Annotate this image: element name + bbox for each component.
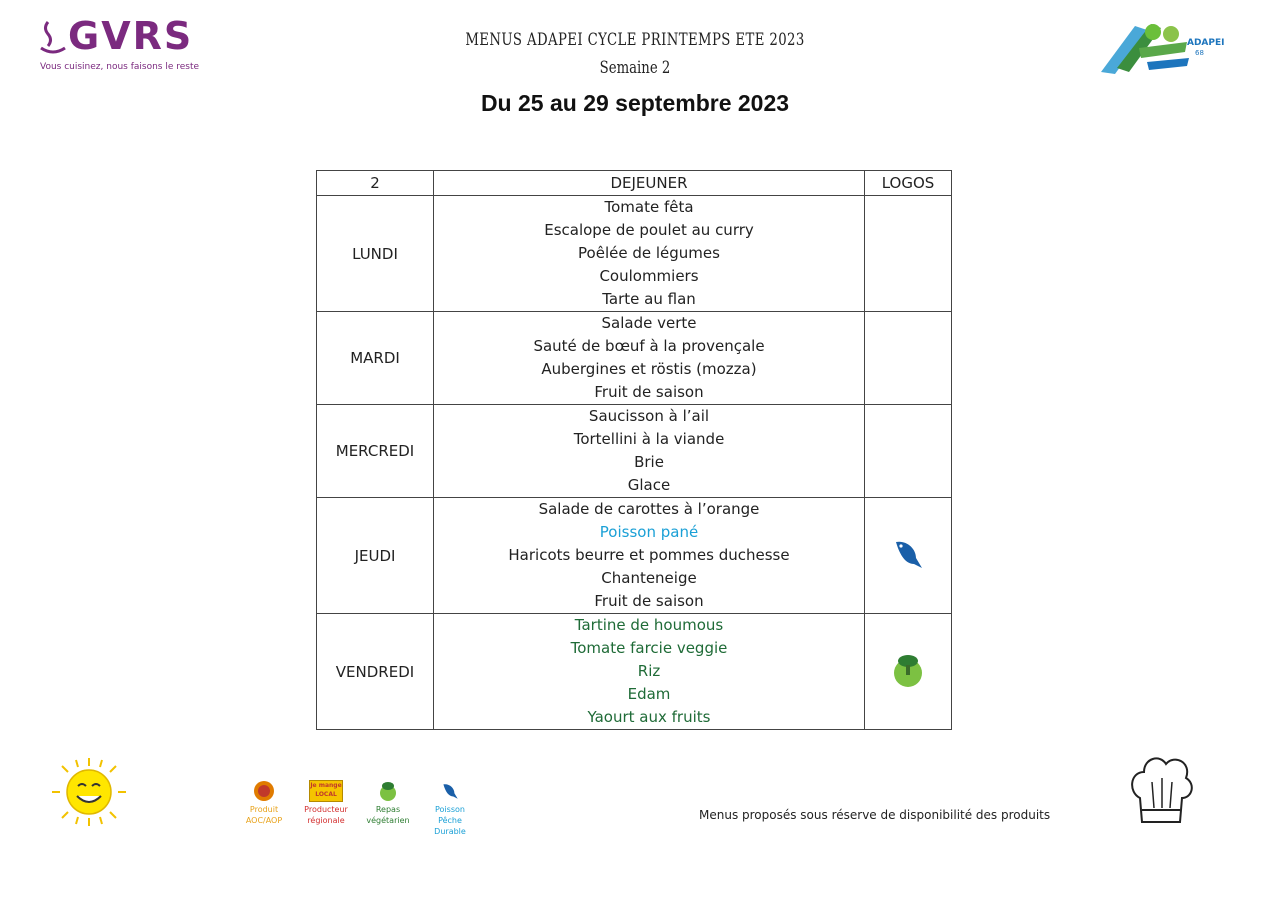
menu-table	[316, 170, 952, 730]
logo-cell	[865, 614, 952, 730]
menu-item: Glace	[627, 476, 671, 494]
menu-item-fish: Poisson pané	[599, 523, 699, 541]
fish-icon	[420, 778, 480, 804]
table-header-row	[317, 171, 952, 196]
adapei-label: ADAPEI	[1187, 38, 1225, 48]
logo-cell	[865, 312, 952, 405]
menu-item: Sauté de bœuf à la provençale	[533, 337, 765, 355]
legend-label: Pêche	[438, 816, 462, 825]
menu-items	[434, 498, 865, 614]
brand-name: GVRS	[68, 14, 194, 58]
smiling-sun-icon	[48, 756, 130, 832]
logo-cell	[865, 405, 952, 498]
menu-item: Tomate farcie veggie	[570, 639, 728, 657]
veggie-icon	[358, 778, 418, 804]
logo-cell	[865, 498, 952, 614]
menu-item: Brie	[634, 453, 664, 471]
legend-label: Produit	[249, 805, 279, 814]
table-row	[317, 196, 952, 312]
legend-label: Poisson	[435, 805, 465, 814]
menu-items-vegetarian	[434, 614, 865, 730]
legend-vegetarian	[358, 778, 418, 826]
menu-item: Fruit de saison	[594, 383, 704, 401]
brand-tagline: Vous cuisinez, nous faisons le reste	[40, 62, 200, 72]
legend-label: régionale	[307, 816, 345, 825]
menu-items	[434, 196, 865, 312]
day-label: VENDREDI	[317, 614, 434, 730]
menu-item: Tomate fêta	[604, 198, 694, 216]
menu-item: Yaourt aux fruits	[587, 708, 711, 726]
week-label: Semaine 2	[599, 58, 671, 78]
steam-bowl-icon	[38, 18, 68, 58]
logo-cell	[865, 196, 952, 312]
chef-hat-icon	[1126, 752, 1196, 834]
table-row	[317, 498, 952, 614]
legend-aoc	[234, 778, 294, 826]
menu-item: Escalope de poulet au curry	[544, 221, 754, 239]
day-label: JEUDI	[317, 498, 434, 614]
menu-item: Aubergines et röstis (mozza)	[541, 360, 757, 378]
menu-items	[434, 405, 865, 498]
menu-item: Saucisson à l’ail	[588, 407, 710, 425]
table-row	[317, 614, 952, 730]
logos-header: LOGOS	[865, 171, 952, 196]
badge-top-text: Je mange	[310, 782, 342, 789]
menu-item: Salade de carottes à l’orange	[538, 500, 760, 518]
table-row	[317, 405, 952, 498]
veggie-icon	[890, 651, 926, 689]
badge-bottom-text: LOCAL	[315, 791, 337, 798]
legend-local-producer	[296, 778, 356, 826]
fish-icon	[888, 534, 928, 574]
local-producer-icon	[296, 778, 356, 804]
menu-item: Riz	[637, 662, 661, 680]
legend-label: Repas	[375, 805, 401, 814]
menu-item: Chanteneige	[601, 569, 697, 587]
day-label: MERCREDI	[317, 405, 434, 498]
legend-label: Producteur	[304, 805, 348, 814]
week-number-header: 2	[317, 171, 434, 196]
menu-title: MENUS ADAPEI CYCLE PRINTEMPS ETE 2023	[465, 30, 805, 50]
dejeuner-header: DEJEUNER	[434, 171, 865, 196]
legend-label: Durable	[434, 827, 466, 836]
menu-item: Tarte au flan	[602, 290, 696, 308]
legend-label: AOC/AOP	[245, 816, 283, 825]
aoc-seal-icon	[234, 778, 294, 804]
availability-note: Menus proposés sous réserve de disponibilité des produits	[699, 808, 1051, 822]
menu-item: Poêlée de légumes	[578, 244, 720, 262]
menu-item: Tartine de houmous	[574, 616, 724, 634]
menu-item: Edam	[627, 685, 671, 703]
legend-label: végétarien	[366, 816, 410, 825]
day-label: MARDI	[317, 312, 434, 405]
day-label: LUNDI	[317, 196, 434, 312]
menu-item: Fruit de saison	[594, 592, 704, 610]
date-range: Du 25 au 29 septembre 2023	[480, 90, 790, 116]
legend-fish	[420, 778, 480, 837]
menu-items	[434, 312, 865, 405]
adapei-number: 68	[1195, 49, 1204, 57]
table-row	[317, 312, 952, 405]
menu-item: Coulommiers	[599, 267, 699, 285]
menu-item: Salade verte	[601, 314, 697, 332]
menu-item: Haricots beurre et pommes duchesse	[508, 546, 790, 564]
menu-item: Tortellini à la viande	[573, 430, 725, 448]
